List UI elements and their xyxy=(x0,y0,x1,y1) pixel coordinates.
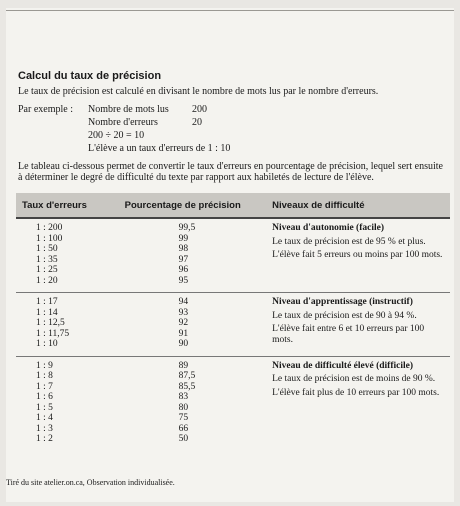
percent: 97 xyxy=(178,254,189,265)
ratio: 1 : 50 xyxy=(36,244,58,254)
level-description: Le taux de précision est de moins de 90 %. xyxy=(272,374,436,384)
level-cell xyxy=(266,293,450,357)
percents-cell xyxy=(119,293,267,357)
percent: 99 xyxy=(178,233,189,244)
table-header-row xyxy=(16,193,450,218)
example-result: L'élève a un taux d'erreurs de 1 : 10 xyxy=(88,143,231,154)
ratio: 1 : 6 xyxy=(36,392,53,402)
example-words-label: Nombre de mots lus xyxy=(88,104,169,115)
percent: 91 xyxy=(178,328,189,339)
level-cell xyxy=(266,218,450,293)
ratio: 1 : 25 xyxy=(36,265,58,275)
conversion-table xyxy=(16,193,450,451)
section-heading: Calcul du taux de précision xyxy=(18,70,162,82)
top-rule xyxy=(6,10,454,11)
table-row-autonomy xyxy=(16,218,450,293)
ratios-cell xyxy=(16,293,119,357)
table-description: Le tableau ci-dessous permet de convertir le taux d'erreurs en pourcentage de précision, lequel sert ensuite à déterminer le degré de difficulté du texte par rapport aux habiletés de lecture de l'élève. xyxy=(18,161,443,183)
ratio: 1 : 20 xyxy=(36,275,58,286)
percent: 92 xyxy=(178,318,189,328)
example-block xyxy=(18,103,448,155)
example-label: Par exemple : xyxy=(18,104,73,115)
table-row-instructional xyxy=(16,293,450,357)
percent: 93 xyxy=(178,307,189,318)
level-cell xyxy=(266,356,450,451)
percent: 90 xyxy=(178,339,189,349)
ratio: 1 : 100 xyxy=(36,233,63,244)
ratio: 1 : 14 xyxy=(36,307,58,318)
ratio: 1 : 9 xyxy=(36,360,53,371)
level-title: Niveau d'apprentissage (instructif) xyxy=(272,297,413,307)
ratio: 1 : 2 xyxy=(36,434,53,444)
ratio: 1 : 10 xyxy=(36,339,58,349)
percent: 95 xyxy=(178,275,189,286)
percent: 66 xyxy=(178,423,189,434)
example-errors-label: Nombre d'erreurs xyxy=(88,117,158,128)
level-title: Niveau d'autonomie (facile) xyxy=(272,223,385,233)
ratio: 1 : 7 xyxy=(36,381,53,392)
percent: 96 xyxy=(178,265,189,275)
ratio: 1 : 5 xyxy=(36,402,53,413)
ratios-cell xyxy=(16,356,119,451)
percent: 75 xyxy=(178,413,189,423)
ratio: 1 : 17 xyxy=(36,297,58,307)
ratios-cell xyxy=(16,218,119,293)
header-accuracy: Pourcentage de précision xyxy=(119,193,267,218)
percents-cell xyxy=(119,218,267,293)
level-description: Le taux de précision est de 95 % et plus. xyxy=(272,236,426,247)
percent: 99,5 xyxy=(178,223,196,233)
document-content xyxy=(18,70,448,451)
level-errors: L'élève fait entre 6 et 10 erreurs par 100 mots. xyxy=(272,324,425,345)
percent: 50 xyxy=(178,434,189,444)
percents-cell xyxy=(119,356,267,451)
ratio: 1 : 12,5 xyxy=(36,318,65,328)
ratio: 1 : 4 xyxy=(36,413,53,423)
example-words-value: 200 xyxy=(192,104,207,115)
percent: 89 xyxy=(178,360,189,371)
intro-text: Le taux de précision est calculé en divisant le nombre de mots lus par le nombre d'erreurs. xyxy=(18,86,379,97)
header-difficulty: Niveaux de difficulté xyxy=(266,193,450,218)
source-footer: Tiré du site atelier.on.ca, Observation individualisée. xyxy=(6,478,175,487)
example-calculation: 200 ÷ 20 = 10 xyxy=(88,130,145,141)
level-errors: L'élève fait 5 erreurs ou moins par 100 mots. xyxy=(272,250,443,260)
document-page xyxy=(6,8,454,502)
percent: 87,5 xyxy=(178,371,196,381)
ratio: 1 : 35 xyxy=(36,254,58,265)
percent: 94 xyxy=(178,297,189,307)
ratio: 1 : 3 xyxy=(36,423,53,434)
percent: 85,5 xyxy=(178,381,196,392)
level-title: Niveau de difficulté élevé (difficile) xyxy=(272,360,414,371)
ratio: 1 : 200 xyxy=(36,223,63,233)
example-errors-value: 20 xyxy=(192,117,202,128)
ratio: 1 : 11,75 xyxy=(36,328,70,339)
percent: 80 xyxy=(178,402,189,413)
level-errors: L'élève fait plus de 10 erreurs par 100 mots. xyxy=(272,387,440,398)
percent: 83 xyxy=(178,392,189,402)
level-description: Le taux de précision est de 90 à 94 %. xyxy=(272,310,417,321)
ratio: 1 : 8 xyxy=(36,371,53,381)
table-row-difficult xyxy=(16,356,450,451)
percent: 98 xyxy=(178,244,189,254)
header-error-rate: Taux d'erreurs xyxy=(16,193,119,218)
